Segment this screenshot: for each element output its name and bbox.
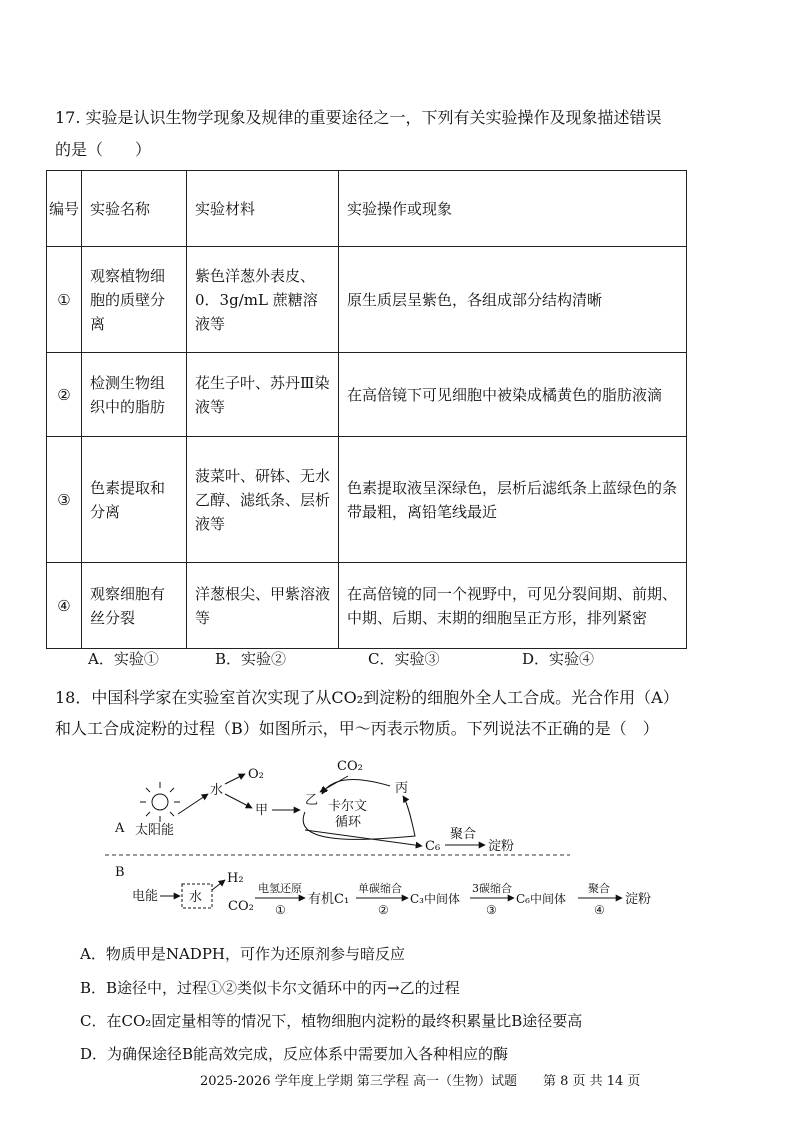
row-operation: 原生质层呈紫色，各组成部分结构清晰	[339, 247, 687, 353]
step3-label: 3碳缩合	[472, 882, 512, 895]
arrow-water-h2	[212, 880, 225, 890]
table-header-row	[47, 171, 687, 247]
row-number: ②	[47, 353, 82, 437]
sun-label: 太阳能	[135, 823, 175, 838]
q18-choice-a[interactable]: A．物质甲是NADPH，可作为还原剂参与暗反应	[80, 945, 405, 963]
label-b: B	[115, 865, 125, 880]
calvin-label-1: 卡尔文	[328, 799, 368, 814]
water-label: 水	[210, 783, 224, 798]
c3-label: C₃中间体	[410, 892, 460, 906]
q17-option-a[interactable]: A．实验①	[88, 650, 159, 668]
row-operation: 色素提取液呈深绿色，层析后滤纸条上蓝绿色的条带最粗，离铅笔线最近	[339, 437, 687, 563]
jia-label: 甲	[255, 803, 269, 818]
q17-stem-line2: 的是（ ）	[55, 140, 152, 159]
arrow-co2-yi	[320, 776, 348, 792]
calvin-label-2: 循环	[335, 815, 362, 830]
o2-label: O₂	[248, 767, 264, 782]
circle-1: ①	[275, 903, 286, 917]
electric-label: 电能	[132, 889, 159, 904]
arrow-sun-water	[178, 794, 208, 814]
poly-label-a: 聚合	[450, 827, 477, 842]
row-operation: 在高倍镜的同一个视野中，可见分裂间期、前期、中期、后期、末期的细胞呈正方形，排列紧密	[339, 563, 687, 649]
sun-icon	[140, 782, 180, 822]
yi-label: 乙	[305, 793, 319, 808]
row-name: 观察植物细胞的质壁分离	[82, 247, 187, 353]
h2-label: H₂	[227, 871, 244, 886]
arrow-calvin-c6	[305, 830, 422, 846]
q18-choice-c[interactable]: C．在CO₂固定量相等的情况下，植物细胞内淀粉的最终积累量比B途径要高	[80, 1012, 583, 1030]
q18-stem-line1: 18．中国科学家在实验室首次实现了从CO₂到淀粉的细胞外全人工合成。光合作用（A）	[55, 688, 679, 707]
starch-label-a: 淀粉	[488, 839, 515, 854]
header-operation: 实验操作或现象	[339, 171, 687, 247]
q17-option-c[interactable]: C．实验③	[368, 650, 440, 668]
header-name: 实验名称	[82, 171, 187, 247]
page-footer: 2025-2026 学年度上学期 第三学程 高一（生物）试题 第 8 页 共 14 页	[200, 1074, 641, 1089]
row-operation: 在高倍镜下可见细胞中被染成橘黄色的脂肪液滴	[339, 353, 687, 437]
q18-choice-b[interactable]: B．B途径中，过程①②类似卡尔文循环中的丙→乙的过程	[80, 979, 460, 997]
co2-b-label: CO₂	[228, 899, 254, 914]
q17-option-d[interactable]: D．实验④	[522, 650, 595, 668]
step4-label: 聚合	[588, 882, 610, 895]
experiment-table	[46, 170, 687, 649]
starch-b-label: 淀粉	[625, 892, 652, 907]
arrow-bing-yi	[322, 780, 390, 794]
table-row	[47, 563, 687, 649]
q18-choice-d[interactable]: D．为确保途径B能高效完成，反应体系中需要加入各种相应的酶	[80, 1045, 509, 1063]
arrow-water-jia	[225, 794, 252, 808]
arrow-water-o2	[225, 774, 245, 784]
row-material: 紫色洋葱外表皮、0．3g/mL 蔗糖溶液等	[187, 247, 339, 353]
row-number: ①	[47, 247, 82, 353]
step1-label: 电氢还原	[258, 882, 302, 895]
row-name: 检测生物组织中的脂肪	[82, 353, 187, 437]
circle-3: ③	[486, 903, 497, 917]
row-number: ④	[47, 563, 82, 649]
bing-label: 丙	[395, 781, 409, 796]
photosynthesis-diagram	[100, 752, 700, 927]
table-row	[47, 247, 687, 353]
co2-top-label: CO₂	[337, 759, 363, 774]
label-a: A	[115, 821, 125, 836]
row-material: 洋葱根尖、甲紫溶液等	[187, 563, 339, 649]
c6b-label: C₆中间体	[516, 892, 566, 906]
c6-label: C₆	[425, 839, 441, 854]
q18-stem-line2: 和人工合成淀粉的过程（B）如图所示，甲～丙表示物质。下列说法不正确的是（ ）	[55, 719, 659, 738]
step2-label: 单碳缩合	[358, 882, 402, 895]
circle-4: ④	[594, 903, 605, 917]
row-name: 观察细胞有丝分裂	[82, 563, 187, 649]
q17-stem-line1: 17. 实验是认识生物学现象及规律的重要途径之一，下列有关实验操作及现象描述错误	[55, 108, 662, 127]
water-b-label: 水	[189, 890, 203, 905]
header-number: 编号	[47, 171, 82, 247]
table-row	[47, 437, 687, 563]
circle-2: ②	[378, 903, 389, 917]
organic-c1-label: 有机C₁	[308, 892, 350, 907]
row-name: 色素提取和分离	[82, 437, 187, 563]
table-row	[47, 353, 687, 437]
q17-option-b[interactable]: B．实验②	[215, 650, 287, 668]
row-material: 菠菜叶、研钵、无水乙醇、滤纸条、层析液等	[187, 437, 339, 563]
row-material: 花生子叶、苏丹Ⅲ染液等	[187, 353, 339, 437]
row-number: ③	[47, 437, 82, 563]
header-material: 实验材料	[187, 171, 339, 247]
